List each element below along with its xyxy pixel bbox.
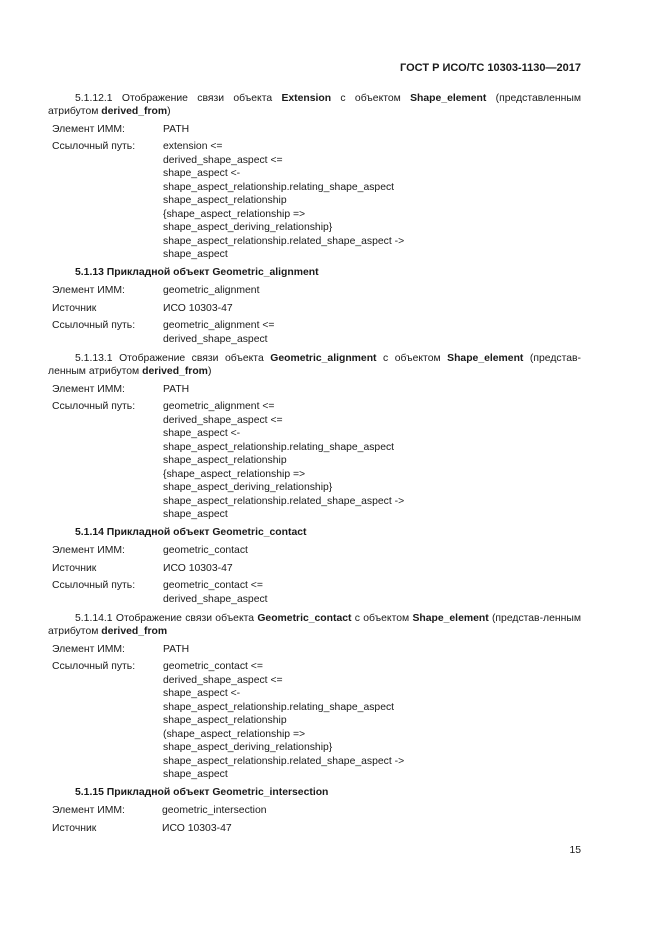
paragraph-text: с объектом [331,93,411,104]
row-label: Элемент ИММ: [52,805,125,816]
path-line: shape_aspect_deriving_relationship} [163,222,333,233]
paragraph-text: (представ-ленным атрибутом [48,613,581,638]
path-line: shape_aspect [163,769,228,780]
entity-name: Extension [281,93,332,104]
paragraph-text: (представленным атрибутом [48,93,581,118]
path-line: shape_aspect_relationship [163,455,287,466]
path-line: shape_aspect_relationship.related_shape_aspect -> [163,235,405,247]
row-label: Ссылочный путь: [52,320,136,331]
entity-name: Geometric_contact [257,613,352,624]
path-line: derived_shape_aspect <= [163,674,283,686]
row-label: Ссылочный путь: [52,661,136,672]
document-header: ГОСТ Р ИСО/ТС 10303-1130—2017 [400,62,581,74]
section-paragraph [48,612,581,638]
section-number: 5.1.14.1 [75,613,113,624]
entity-name: Geometric_alignment [270,353,377,364]
paragraph-text: ) [167,106,171,118]
row-value: geometric_intersection [162,805,267,816]
path-line: shape_aspect_relationship.related_shape_aspect -> [163,495,405,507]
row-value: extension <= [163,141,223,152]
path-line: shape_aspect_relationship.related_shape_aspect -> [163,755,405,767]
row-value: geometric_contact [163,545,248,556]
path-line: derived_shape_aspect <= [163,154,283,166]
attribute-name: derived_from [101,106,168,118]
row-label: Ссылочный путь: [52,401,136,412]
path-line: {shape_aspect_relationship => [163,208,306,220]
row-label: Источник [52,823,97,834]
path-line: shape_aspect_relationship.relating_shape_aspect [163,701,395,713]
section-number: 5.1.13.1 [75,353,113,364]
paragraph-text: ) [207,366,212,378]
path-line: shape_aspect_relationship [163,195,287,206]
row-label: Источник [52,563,97,574]
row-label: Элемент ИММ: [52,545,125,556]
path-line: shape_aspect_relationship.relating_shape_aspect [163,181,395,193]
paragraph-text: Отображение связи объекта [112,353,271,364]
row-value: ИСО 10303-47 [163,563,233,574]
row-value: geometric_alignment <= [163,320,275,331]
section-paragraph [48,352,581,378]
attribute-name: derived_from [142,366,208,378]
paragraph-text: (представ-ленным атрибутом [48,353,581,378]
path-line: shape_aspect_relationship.relating_shape_aspect [163,441,395,453]
path-line: shape_aspect [163,249,228,260]
row-value: PATH [163,644,190,655]
row-value: geometric_contact <= [163,661,263,672]
path-line: (shape_aspect_relationship => [163,728,306,740]
row-label: Элемент ИММ: [52,644,125,655]
row-value: geometric_contact <= [163,580,263,591]
path-line: derived_shape_aspect <= [163,414,283,426]
path-line: derived_shape_aspect [163,593,268,605]
row-value: PATH [163,124,190,135]
row-value: PATH [163,384,190,395]
path-line: shape_aspect_deriving_relationship} [163,742,333,753]
paragraph-text: с объектом [351,613,413,624]
path-line: shape_aspect <- [163,428,241,439]
path-line: shape_aspect <- [163,688,241,699]
path-line: shape_aspect_deriving_relationship} [163,482,333,493]
path-line: derived_shape_aspect [163,333,268,345]
paragraph-text: Отображение связи объекта [112,93,282,104]
path-line: {shape_aspect_relationship => [163,468,306,480]
target-entity-name: Shape_element [447,353,524,364]
section-paragraph [48,92,581,118]
row-label: Элемент ИММ: [52,285,125,296]
paragraph-text: с объектом [376,353,448,364]
page-number: 15 [569,845,581,856]
row-value: ИСО 10303-47 [163,303,233,314]
row-value: ИСО 10303-47 [162,823,232,834]
section-heading: 5.1.13 Прикладной объект Geometric_alignment [75,267,319,278]
row-label: Ссылочный путь: [52,580,136,591]
row-label: Элемент ИММ: [52,124,125,135]
row-value: geometric_alignment <= [163,401,275,412]
path-line: shape_aspect <- [163,168,241,179]
section-number: 5.1.12.1 [75,93,113,104]
target-entity-name: Shape_element [410,93,487,104]
target-entity-name: Shape_element [412,613,489,624]
row-label: Элемент ИММ: [52,384,125,395]
attribute-name: derived_from [101,626,168,638]
section-heading: 5.1.14 Прикладной объект Geometric_contact [75,527,307,538]
section-heading: 5.1.15 Прикладной объект Geometric_intersection [75,787,329,798]
paragraph-text: Отображение связи объекта [112,613,258,624]
row-value: geometric_alignment [163,285,260,296]
path-line: shape_aspect_relationship [163,715,287,726]
row-label: Источник [52,303,97,314]
path-line: shape_aspect [163,509,228,520]
row-label: Ссылочный путь: [52,141,136,152]
